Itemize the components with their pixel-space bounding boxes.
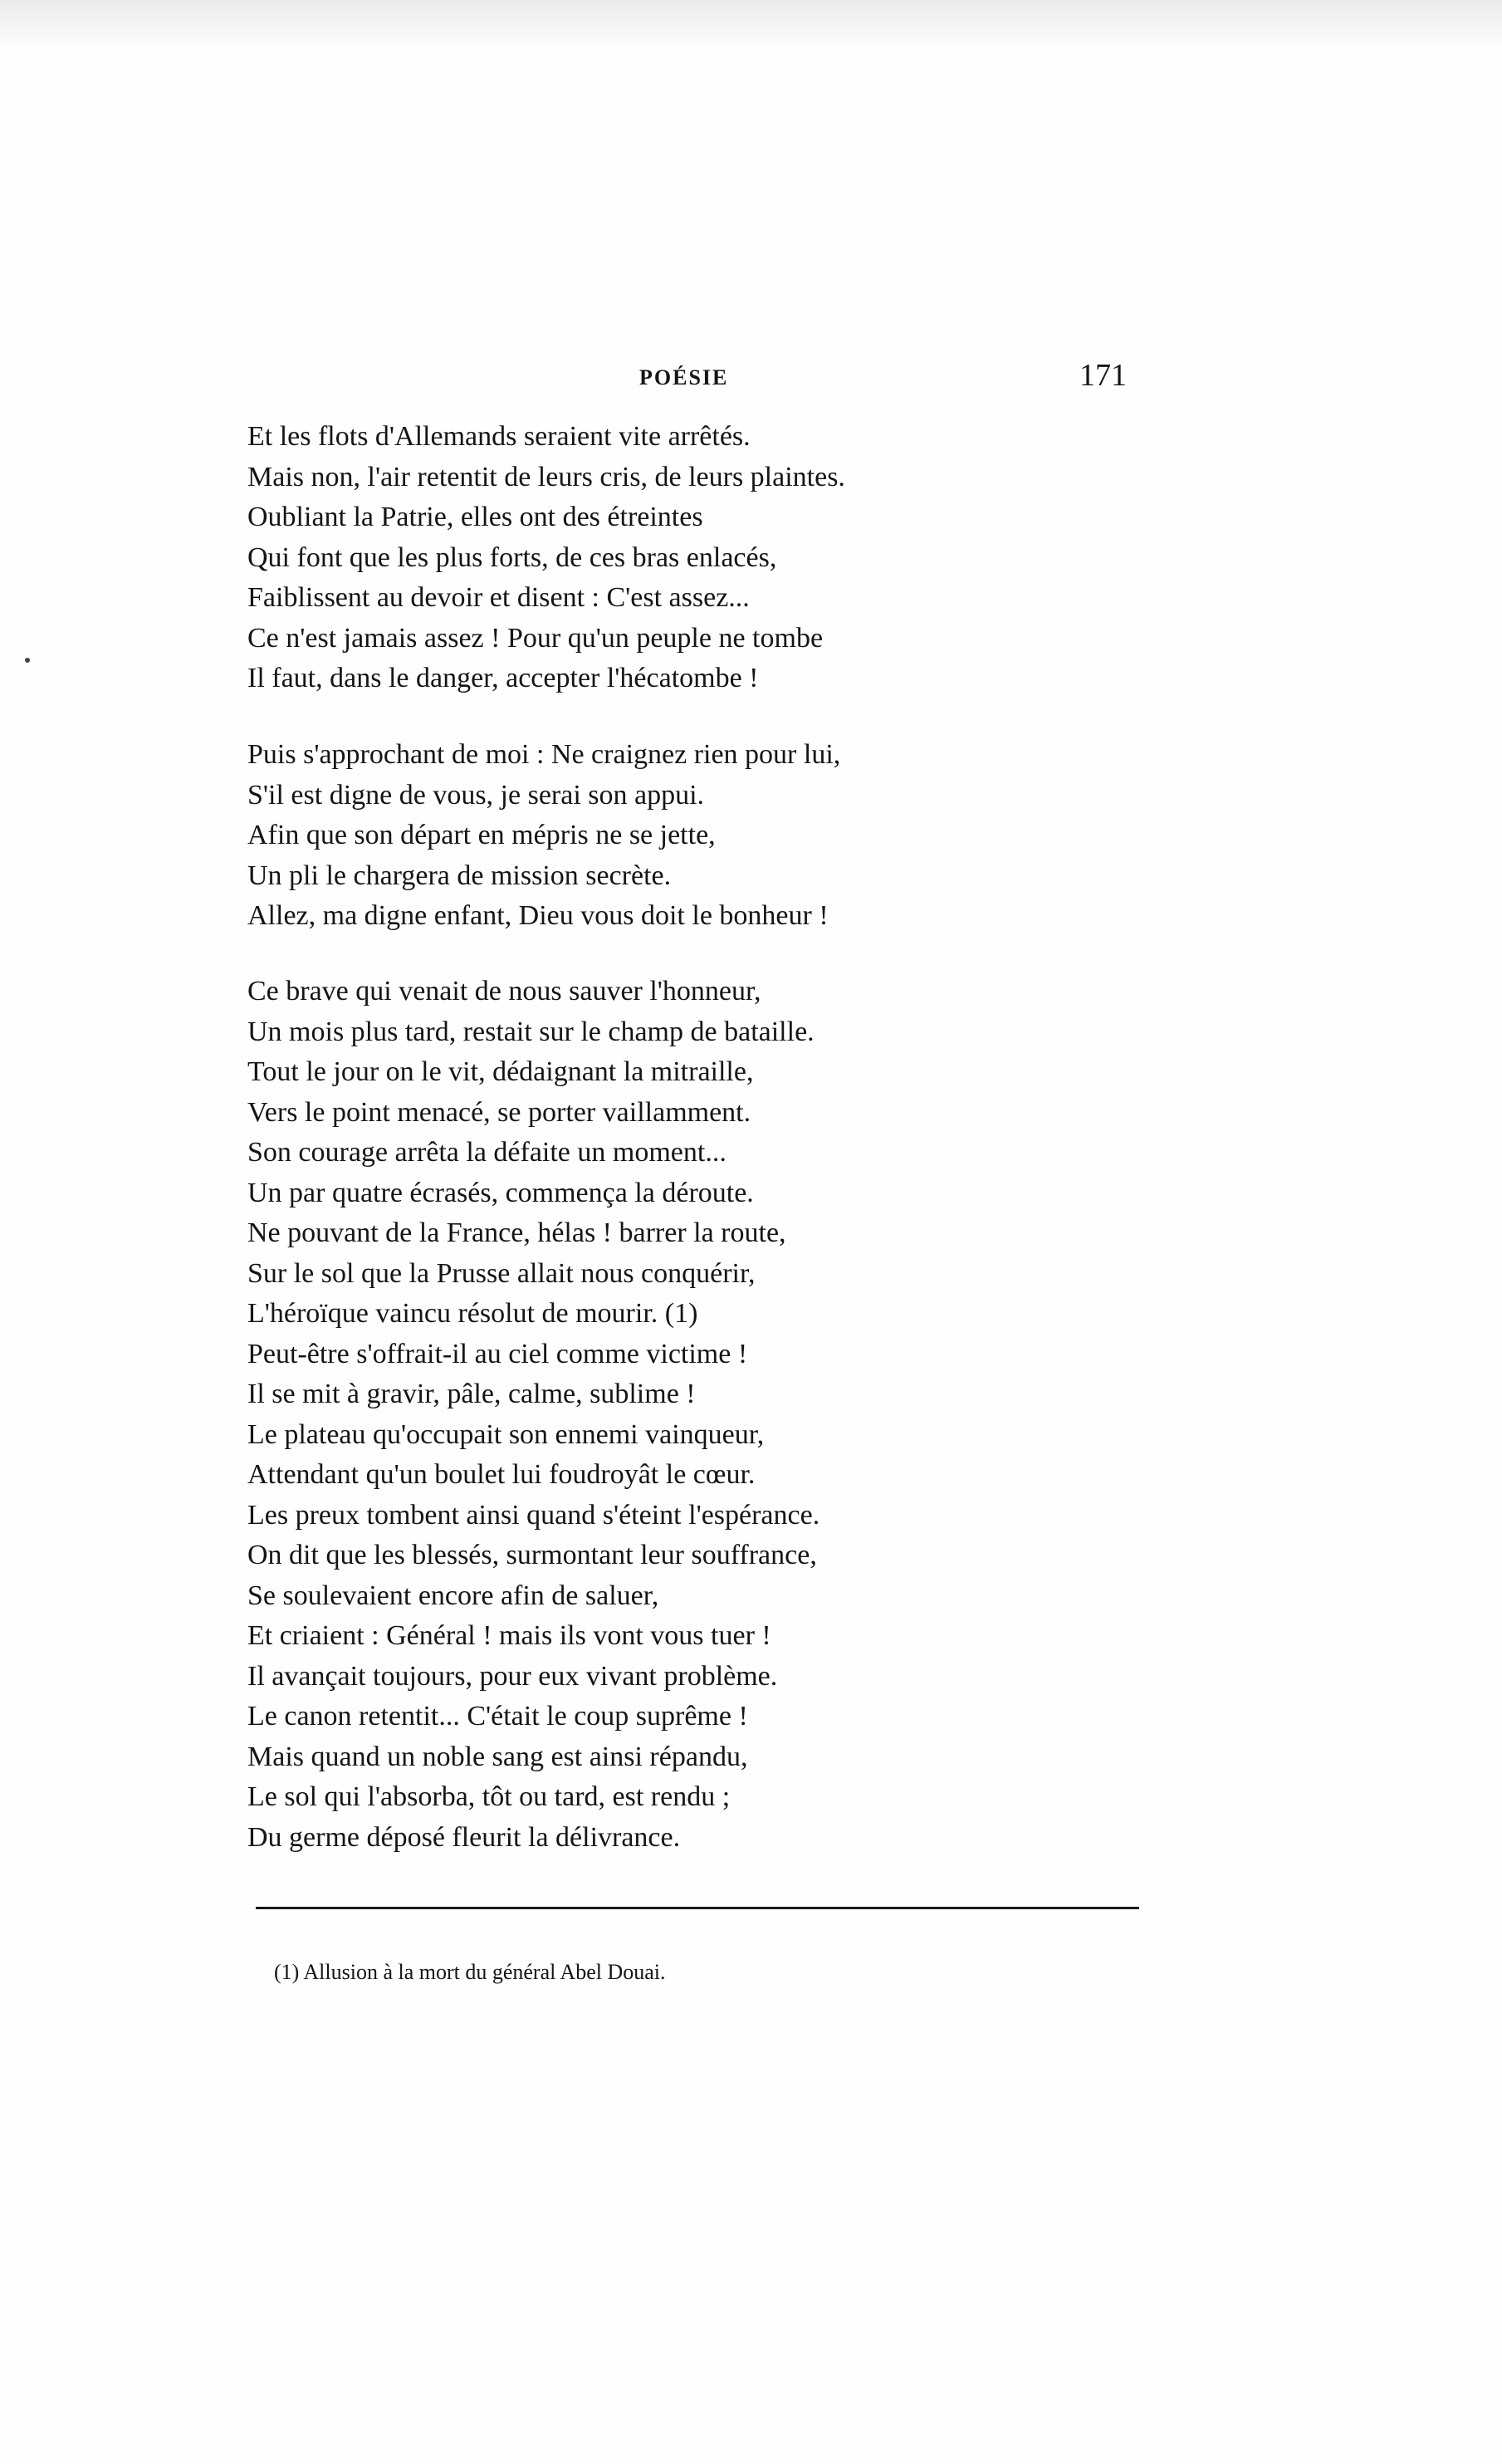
verse-line: Ce n'est jamais assez ! Pour qu'un peuple ne tombe <box>247 622 824 654</box>
verse-line: Afin que son départ en mépris ne se jette, <box>247 820 716 850</box>
margin-mark <box>25 658 30 663</box>
verse-line: Et criaient : Général ! mais ils vont vous tuer ! <box>247 1620 771 1651</box>
verse-line: Se soulevaient encore afin de saluer, <box>247 1580 659 1611</box>
verse-line: Ne pouvant de la France, hélas ! barrer la route, <box>247 1217 786 1248</box>
page-number: 171 <box>1079 358 1127 393</box>
stanza-3 <box>247 972 1244 1858</box>
verse-line: S'il est digne de vous, je serai son appui. <box>247 779 705 811</box>
verse-line: Un par quatre écrasés, commença la déroute. <box>247 1177 754 1208</box>
footnote-rule <box>256 1907 1139 1909</box>
scan-edge-shadow <box>0 0 1502 50</box>
verse-line: Du germe déposé fleurit la délivrance. <box>247 1821 681 1853</box>
footnote: (1) Allusion à la mort du général Abel Douai. <box>274 1960 666 1984</box>
verse-line: Un pli le chargera de mission secrète. <box>247 860 672 891</box>
verse-line: L'héroïque vaincu résolut de mourir. (1) <box>247 1298 698 1329</box>
verse-line: Tout le jour on le vit, dédaignant la mitraille, <box>247 1056 754 1087</box>
verse-line: Mais quand un noble sang est ainsi répandu, <box>247 1741 748 1772</box>
verse-line: Attendant qu'un boulet lui foudroyât le cœur. <box>247 1459 756 1490</box>
verse-line: On dit que les blessés, surmontant leur souffrance, <box>247 1540 817 1570</box>
stanza-1 <box>247 417 1244 699</box>
verse-line: Allez, ma digne enfant, Dieu vous doit le bonheur ! <box>247 900 829 931</box>
verse-line: Il se mit à gravir, pâle, calme, sublime ! <box>247 1379 696 1409</box>
verse-line: Et les flots d'Allemands seraient vite arrêtés. <box>247 421 751 452</box>
verse-line: Qui font que les plus forts, de ces bras enlacés, <box>247 541 777 573</box>
verse-line: Faiblissent au devoir et disent : C'est assez... <box>247 582 750 613</box>
verse-line: Le plateau qu'occupait son ennemi vainqueur, <box>247 1418 765 1450</box>
verse-line: Vers le point menacé, se porter vaillamment. <box>247 1096 751 1128</box>
verse-line: Oubliant la Patrie, elles ont des étreintes <box>247 502 703 532</box>
verse-line: Son courage arrêta la défaite un moment... <box>247 1137 727 1168</box>
verse-line: Le sol qui l'absorba, tôt ou tard, est rendu ; <box>247 1781 731 1812</box>
verse-line: Mais non, l'air retentit de leurs cris, de leurs plaintes. <box>247 461 845 492</box>
verse-line: Ce brave qui venait de nous sauver l'honneur, <box>247 976 761 1007</box>
verse-line: Sur le sol que la Prusse allait nous conquérir, <box>247 1257 756 1289</box>
verse-line: Les preux tombent ainsi quand s'éteint l'espérance. <box>247 1499 820 1531</box>
stanza-2 <box>247 735 1244 937</box>
verse-line: Il faut, dans le danger, accepter l'hécatombe ! <box>247 663 759 693</box>
verse-line: Le canon retentit... C'était le coup suprême ! <box>247 1701 748 1732</box>
verse-line: Il avançait toujours, pour eux vivant problème. <box>247 1660 778 1692</box>
running-title: POÉSIE <box>639 365 729 389</box>
verse-line: Peut-être s'offrait-il au ciel comme victime ! <box>247 1338 748 1369</box>
verse-line: Un mois plus tard, restait sur le champ de bataille. <box>247 1016 815 1047</box>
verse-line: Puis s'approchant de moi : Ne craignez rien pour lui, <box>247 739 841 770</box>
